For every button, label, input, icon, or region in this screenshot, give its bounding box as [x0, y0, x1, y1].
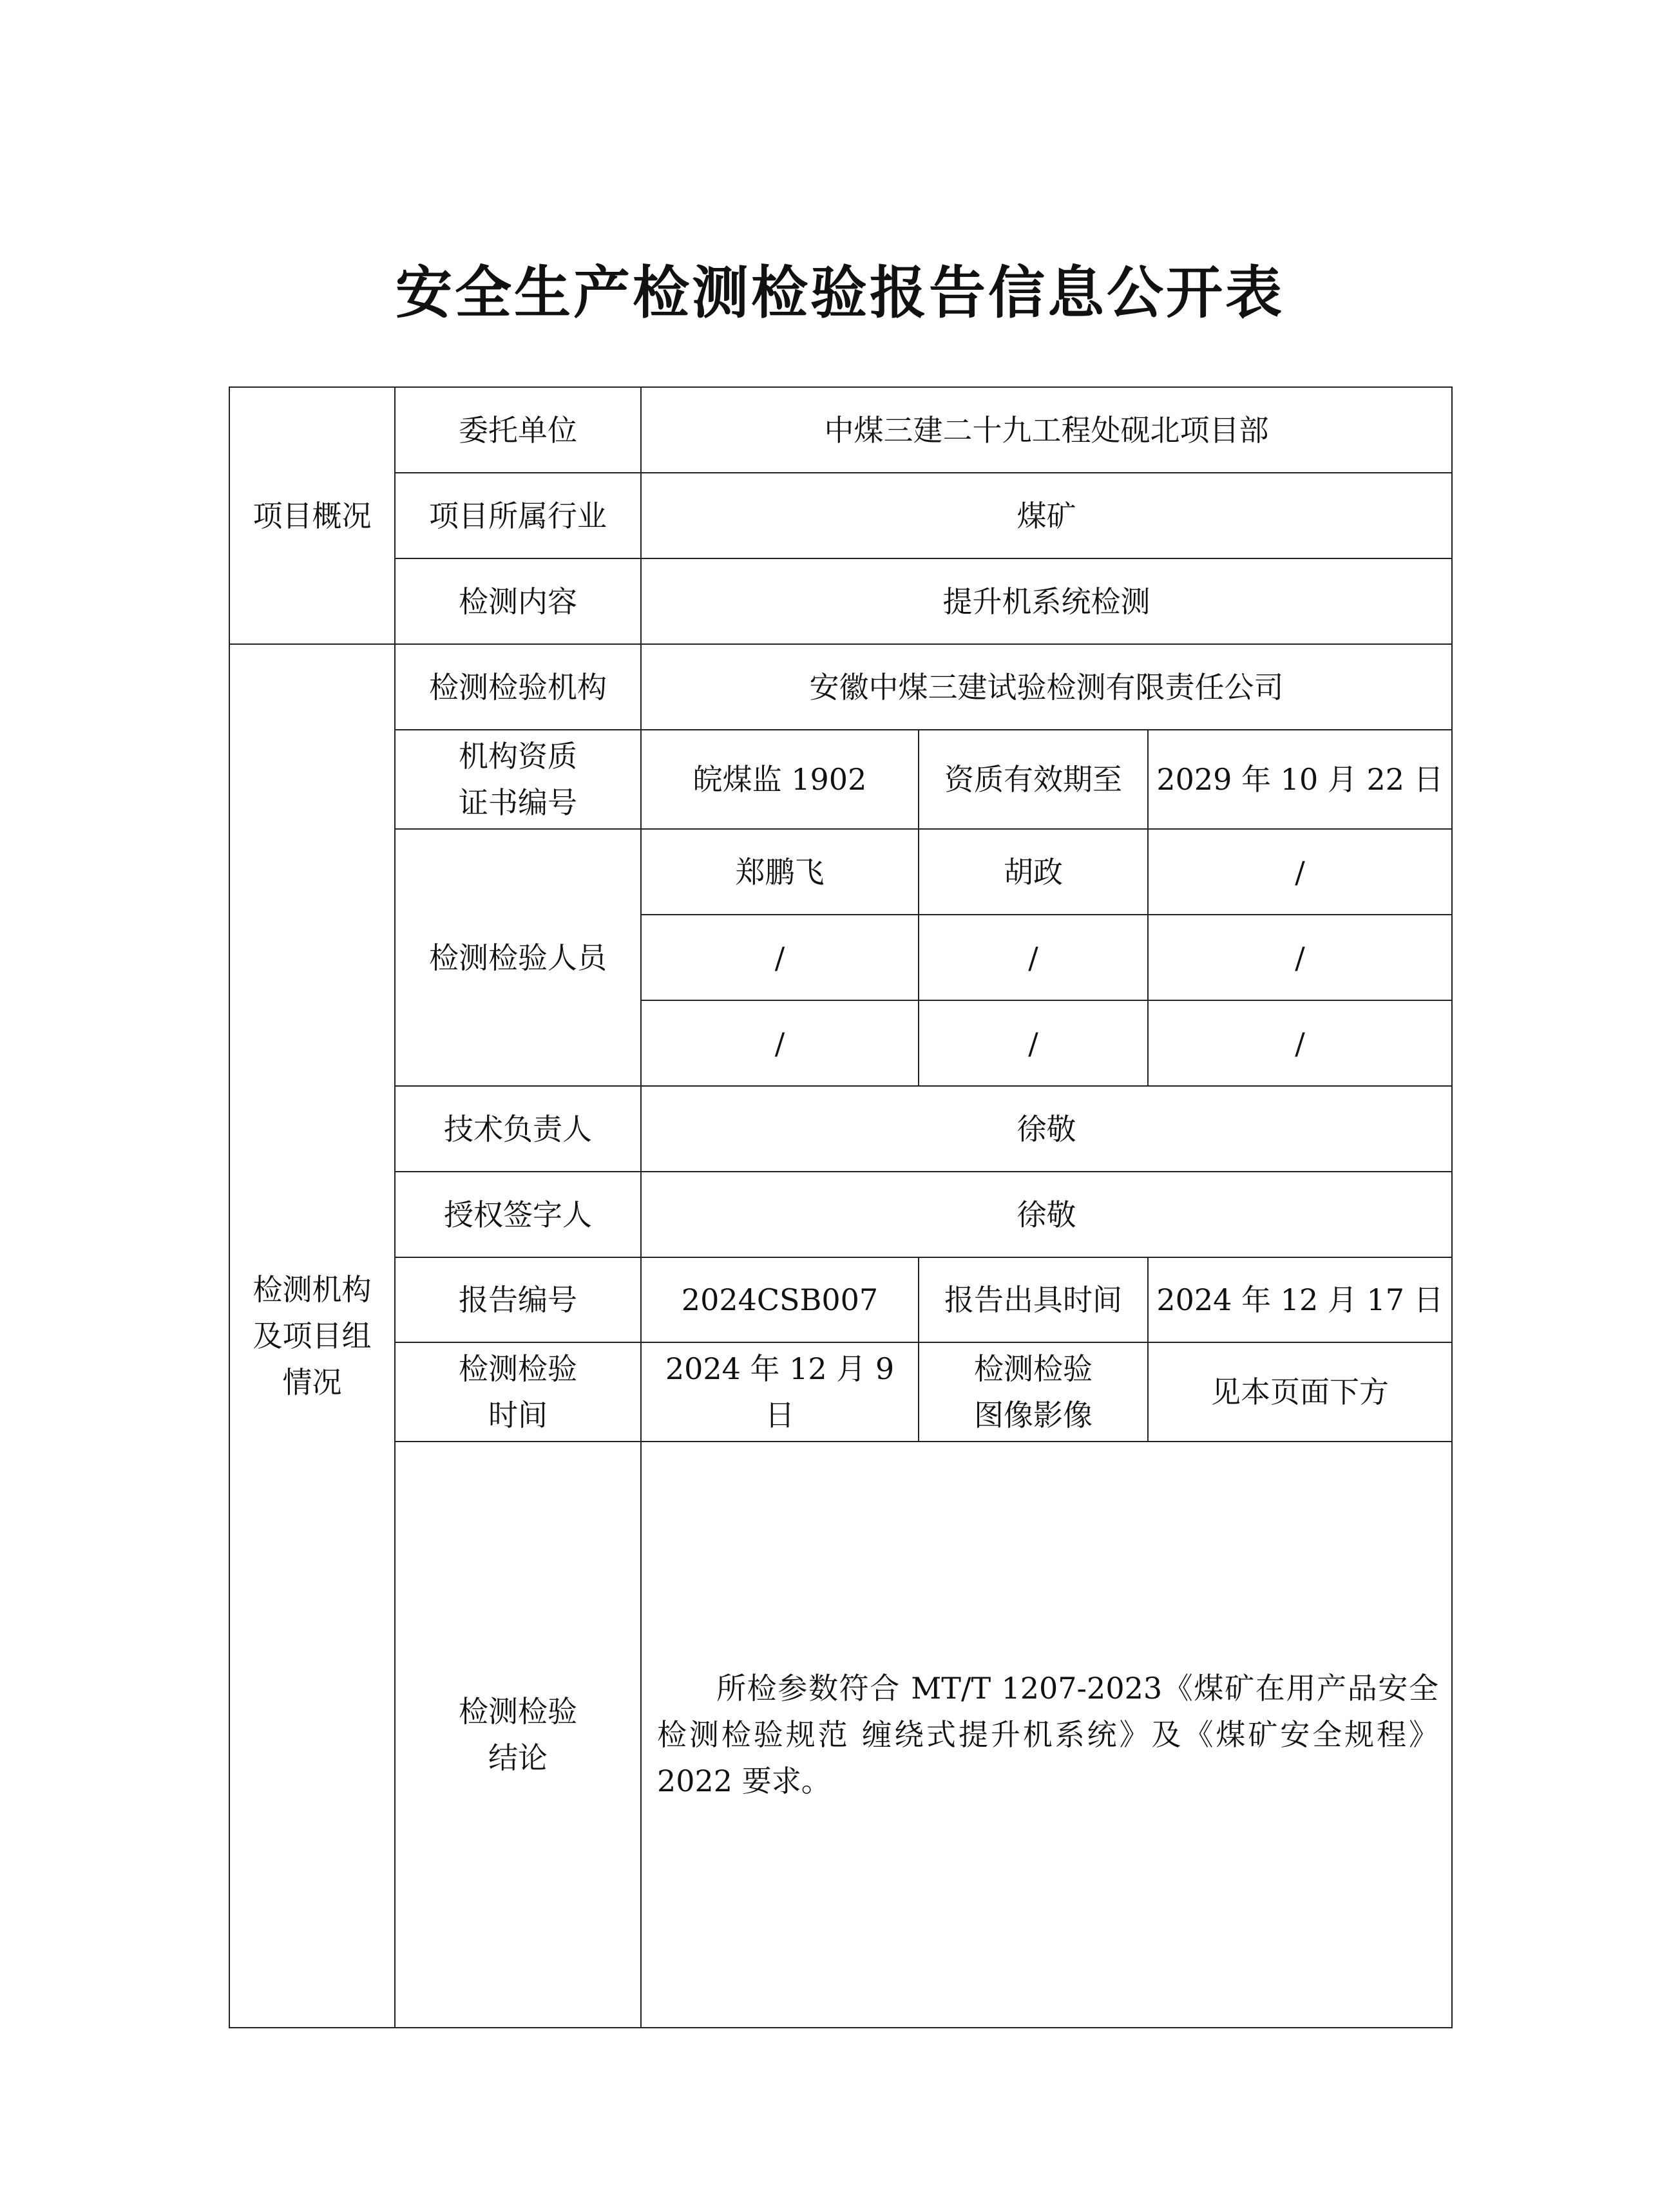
conclusion-cell	[641, 1442, 1452, 2028]
conclusion-text: 所检参数符合 MT/T 1207-2023《煤矿在用产品安全检测检验规范 缠绕式提升机系统》及《煤矿安全规程》2022 要求。	[657, 1671, 1439, 1798]
client-label: 委托单位	[395, 387, 641, 473]
image-label-line2: 图像影像	[974, 1398, 1093, 1433]
tech-lead-label: 技术负责人	[395, 1086, 641, 1172]
inspector-cell: 郑鹏飞	[641, 829, 919, 915]
tech-lead-value: 徐敬	[641, 1086, 1452, 1172]
inspector-cell: /	[919, 915, 1148, 1000]
conclusion-label	[395, 1442, 641, 2028]
inspector-cell: /	[641, 915, 919, 1000]
image-label	[919, 1342, 1148, 1442]
institution-label-line2: 及项目组	[253, 1319, 372, 1353]
cert-value: 皖煤监 1902	[641, 730, 919, 829]
project-overview-label: 项目概况	[229, 387, 395, 644]
cert-label	[395, 730, 641, 829]
table-row	[229, 1086, 1452, 1172]
test-time-label	[395, 1342, 641, 1442]
test-time-label-line2: 时间	[488, 1398, 548, 1433]
inspector-cell: /	[919, 1000, 1148, 1086]
conclusion-label-line1: 检测检验	[459, 1694, 577, 1729]
report-info-table	[229, 386, 1453, 2028]
table-row	[229, 558, 1452, 644]
image-value: 见本页面下方	[1148, 1342, 1452, 1442]
inspector-cell: 胡政	[919, 829, 1148, 915]
cert-label-line1: 机构资质	[459, 739, 577, 774]
inspector-cell: /	[641, 1000, 919, 1086]
table-row	[229, 1442, 1452, 2028]
issue-time-value: 2024 年 12 月 17 日	[1148, 1257, 1452, 1342]
table-row	[229, 829, 1452, 915]
content-label: 检测内容	[395, 558, 641, 644]
table-row	[229, 1342, 1452, 1442]
table-row	[229, 1257, 1452, 1342]
test-time-value: 2024 年 12 月 9 日	[641, 1342, 919, 1442]
table-row	[229, 1172, 1452, 1257]
report-no-label: 报告编号	[395, 1257, 641, 1342]
industry-value: 煤矿	[641, 473, 1452, 558]
validity-label: 资质有效期至	[919, 730, 1148, 829]
report-no-value: 2024CSB007	[641, 1257, 919, 1342]
table-row	[229, 473, 1452, 558]
image-label-line1: 检测检验	[974, 1351, 1093, 1386]
content-value: 提升机系统检测	[641, 558, 1452, 644]
test-time-label-line1: 检测检验	[459, 1351, 577, 1386]
client-value: 中煤三建二十九工程处砚北项目部	[641, 387, 1452, 473]
table-row	[229, 644, 1452, 730]
industry-label: 项目所属行业	[395, 473, 641, 558]
page-title: 安全生产检测检验报告信息公开表	[395, 260, 1284, 326]
cert-label-line2: 证书编号	[459, 785, 577, 820]
inspectors-label: 检测检验人员	[395, 829, 641, 1086]
conclusion-label-line2: 结论	[488, 1740, 548, 1775]
table-row	[229, 730, 1452, 829]
institution-section-label	[229, 644, 395, 2028]
institution-label-line3: 情况	[282, 1365, 342, 1400]
inspector-cell: /	[1148, 915, 1452, 1000]
inspector-cell: /	[1148, 1000, 1452, 1086]
institution-label-line1: 检测机构	[253, 1272, 372, 1307]
issue-time-label: 报告出具时间	[919, 1257, 1148, 1342]
inspector-cell: /	[1148, 829, 1452, 915]
org-value: 安徽中煤三建试验检测有限责任公司	[641, 644, 1452, 730]
table-row	[229, 387, 1452, 473]
signer-label: 授权签字人	[395, 1172, 641, 1257]
signer-value: 徐敬	[641, 1172, 1452, 1257]
validity-value: 2029 年 10 月 22 日	[1148, 730, 1452, 829]
org-label: 检测检验机构	[395, 644, 641, 730]
